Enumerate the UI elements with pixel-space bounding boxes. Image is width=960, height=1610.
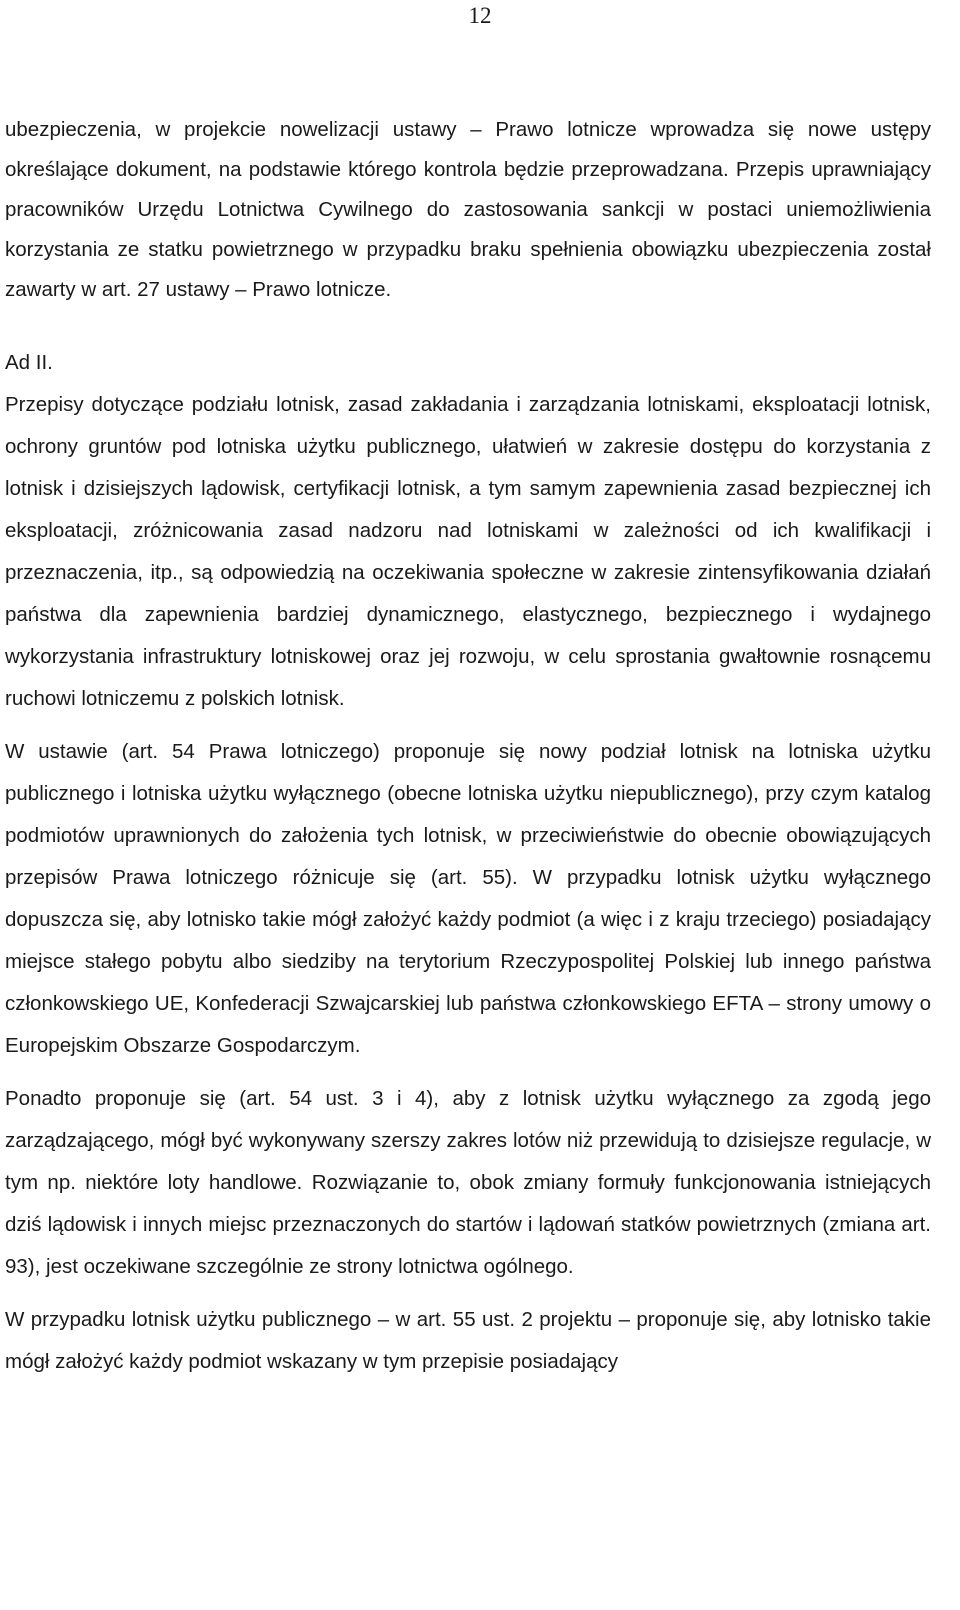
page-number: 12 xyxy=(468,3,492,28)
paragraph-airports-rules: Przepisy dotyczące podziału lotnisk, zasad zakładania i zarządzania lotniskami, eksploatacji lotnisk, ochrony gruntów pod lotniska użytku publicznego, ułatwień w zakresie dostępu do korzystania z lotnisk i dzisiejszych lądowisk, certyfikacji lotnisk, a tym samym zapewnienia zasad bezpiecznej ich eksploatacji, zróżnicowania zasad nadzoru nad lotniskami w zależności od ich kwalifikacji i przeznaczenia, itp., są odpowiedzią na oczekiwania społeczne w zakresie zintensyfikowania działań państwa dla zapewnienia bardziej dynamicznego, elastycznego, bezpiecznego i wydajnego wykorzystania infrastruktury lotniskowej oraz jej rozwoju, w celu sprostania gwałtownie rosnącemu ruchowi lotniczemu z polskich lotnisk. xyxy=(5,393,931,710)
paragraph-insurance: ubezpieczenia, w projekcie nowelizacji ustawy – Prawo lotnicze wprowadza się nowe ustępy określające dokument, na podstawie którego kontrola będzie przeprowadzana. Przepis uprawniający pracowników Urzędu Lotnictwa Cywilnego do zastosowania sankcji w postaci uniemożliwienia korzystania ze statku powietrznego w przypadku braku spełnienia obowiązku ubezpieczenia został zawarty w art. 27 ustawy – Prawo lotnicze. xyxy=(5,118,931,301)
paragraph-additional-proposal: Ponadto proponuje się (art. 54 ust. 3 i 4), aby z lotnisk użytku wyłącznego za zgodą jego zarządzającego, mógł być wykonywany szerszy zakres lotów niż przewidują to dzisiejsze regulacje, w tym np. niektóre loty handlowe. Rozwiązanie to, obok zmiany formuły funkcjonowania istniejących dziś lądowisk i innych miejsc przeznaczonych do startów i lądowań statków powietrznych (zmiana art. 93), jest oczekiwane szczególnie ze strony lotnictwa ogólnego. xyxy=(5,1087,931,1278)
paragraph-public-airports: W przypadku lotnisk użytku publicznego – w art. 55 ust. 2 projektu – proponuje się, aby lotnisko takie mógł założyć każdy podmiot wskazany w tym przepisie posiadający xyxy=(5,1308,931,1373)
section-heading: Ad II. xyxy=(5,351,53,374)
document-body xyxy=(5,110,931,1383)
paragraph-new-division: W ustawie (art. 54 Prawa lotniczego) proponuje się nowy podział lotnisk na lotniska użytku publicznego i lotniska użytku wyłącznego (obecne lotniska użytku niepublicznego), przy czym katalog podmiotów uprawnionych do założenia tych lotnisk, w przeciwieństwie do obecnie obowiązujących przepisów Prawa lotniczego różnicuje się (art. 55). W przypadku lotnisk użytku wyłącznego dopuszcza się, aby lotnisko takie mógł założyć każdy podmiot (a więc i z kraju trzeciego) posiadający miejsce stałego pobytu albo siedziby na terytorium Rzeczypospolitej Polskiej lub innego państwa członkowskiego UE, Konfederacji Szwajcarskiej lub państwa członkowskiego EFTA – strony umowy o Europejskim Obszarze Gospodarczym. xyxy=(5,740,931,1057)
